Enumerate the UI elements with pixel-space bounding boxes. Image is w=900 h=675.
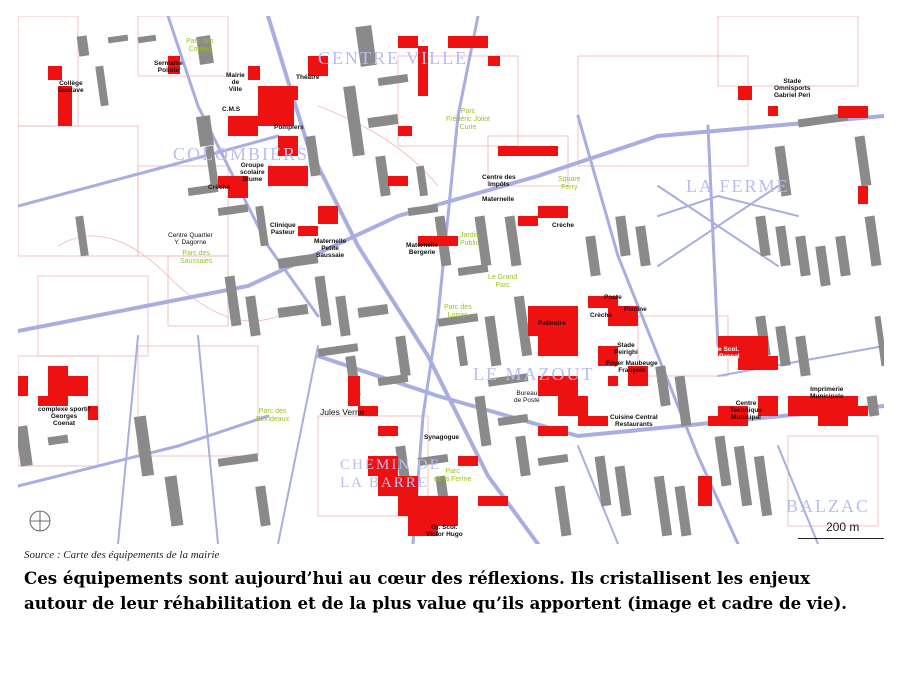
building <box>77 35 90 56</box>
building <box>378 74 409 86</box>
building <box>855 136 872 187</box>
building <box>515 435 530 476</box>
equipment-building <box>448 36 488 48</box>
building <box>675 486 692 537</box>
building <box>635 225 650 266</box>
equipment-building <box>538 206 568 218</box>
equipment-label: Groupe scolaire Blume <box>240 162 265 183</box>
building <box>795 335 810 376</box>
building <box>815 245 830 286</box>
scale-bar <box>798 538 884 539</box>
park-label: Parc des Coteau <box>186 38 214 53</box>
building <box>475 396 492 447</box>
equipment-building <box>488 56 500 66</box>
parcel-outline <box>578 56 748 166</box>
road <box>708 126 718 346</box>
equipment-building <box>68 376 88 396</box>
parcel-outline <box>138 16 228 76</box>
building <box>318 343 359 356</box>
equipment-label: Collège Gustave <box>58 80 84 94</box>
building <box>615 466 632 517</box>
building <box>654 476 672 537</box>
parcel-outline <box>718 16 858 86</box>
building <box>456 336 468 367</box>
equipment-label: Mairie de Ville <box>226 72 245 93</box>
road <box>118 336 138 544</box>
building <box>108 35 129 44</box>
equipment-building <box>228 116 258 136</box>
equipment-label: Synagogue <box>424 434 460 441</box>
building <box>165 475 184 526</box>
building <box>408 204 439 216</box>
equipment-label: Imprimerie Municipale <box>810 386 844 400</box>
equipment-label: Patinoire <box>538 320 566 327</box>
equipment-label: Pompiers <box>274 124 304 131</box>
equipment-building <box>378 426 398 436</box>
equipment-building <box>48 66 62 80</box>
equipment-label: Crèche <box>590 312 613 319</box>
equipment-building <box>18 376 28 396</box>
equipment-building <box>48 366 68 396</box>
equipment-building <box>738 86 752 100</box>
building <box>225 276 242 327</box>
district-balzac: BALZAC <box>786 496 870 516</box>
equipment-building <box>578 416 608 426</box>
equipment-label: Jules Verne <box>320 407 365 417</box>
park-label: Parc Frédéric Joliot Curie <box>446 108 490 131</box>
equipment-building <box>858 186 868 204</box>
equipment-building <box>398 496 438 516</box>
equipment-building <box>228 186 248 198</box>
equipment-building <box>348 376 360 406</box>
building <box>196 115 214 147</box>
building <box>277 304 308 318</box>
equipment-building <box>398 126 412 136</box>
equipment-building <box>558 396 588 416</box>
equipment-building <box>458 456 478 466</box>
building <box>775 225 790 266</box>
equipment-label: complexe sportif Georges Coenat <box>38 406 91 427</box>
equipment-building <box>698 476 712 506</box>
source-note: Source : Carte des équipements de la mairie <box>24 549 220 561</box>
building <box>585 235 600 276</box>
equipment-building <box>268 166 308 186</box>
building <box>357 304 388 318</box>
district-la-ferme: LA FERME <box>686 176 790 196</box>
park-label: Parc des Saussaies <box>180 250 213 265</box>
building <box>485 316 502 367</box>
equipment-label: Sermaise Poliste <box>154 60 183 74</box>
building <box>18 425 33 466</box>
equipment-building <box>518 216 538 226</box>
building <box>734 446 752 507</box>
road <box>278 346 318 544</box>
equipment-building <box>818 416 848 426</box>
equipment-building <box>438 496 458 526</box>
park-label: Parc des Loisirs <box>444 304 472 319</box>
equipment-building <box>538 336 578 356</box>
building <box>795 235 810 276</box>
building <box>134 415 154 476</box>
equipment-label: Maternelle <box>482 196 515 203</box>
building <box>315 276 332 327</box>
equipment-label: Stade Peirighi <box>614 342 638 356</box>
building <box>48 435 69 446</box>
equipment-label: Gr. Scol. Victor Hugo <box>426 524 463 538</box>
equipment-building <box>388 176 408 186</box>
equipment-building <box>498 146 558 156</box>
building <box>865 216 882 267</box>
equipment-label: Crèche <box>552 222 575 229</box>
building <box>245 295 260 336</box>
equipment-label: Centre Quartier Y. Dagorne <box>168 232 213 246</box>
building <box>867 395 880 416</box>
road <box>778 446 818 544</box>
building <box>754 456 772 517</box>
equipment-label: Groupe Scol. Blaise Pascal <box>698 346 740 360</box>
building <box>755 215 770 256</box>
equipment-building <box>768 106 778 116</box>
building <box>835 235 850 276</box>
building <box>255 485 270 526</box>
building <box>875 316 884 366</box>
equipment-building <box>398 36 418 48</box>
equipment-building <box>838 106 868 118</box>
equipment-building <box>298 226 318 236</box>
building <box>416 166 428 197</box>
district-centre-ville: CENTRE VILLE <box>318 48 469 68</box>
building <box>138 35 157 43</box>
caption-text: Ces équipements sont aujourd’hui au cœur des réflexions. Ils cristallisent les enjeux autour de leur réhabilitation et de la plus value qu’ils apportent (image et cadre de vie). <box>24 568 848 613</box>
equipment-building <box>608 376 618 386</box>
building <box>395 335 410 376</box>
equipment-building <box>848 406 868 416</box>
equipment-label: Crèche <box>208 184 231 191</box>
equipment-label: Cuisine Central Restaurants <box>610 414 658 428</box>
equipment-label: Bureau de Poste <box>514 390 540 404</box>
road <box>198 336 218 544</box>
building <box>218 204 249 216</box>
equipment-label: Centre des Impôts <box>482 174 516 188</box>
equipment-label: Clinique Pasteur <box>270 222 296 236</box>
building <box>218 453 259 466</box>
equipment-building <box>478 496 508 506</box>
building <box>335 295 350 336</box>
equipment-label: Poste <box>604 294 622 301</box>
equipment-label: Théâtre <box>296 74 320 81</box>
building <box>595 456 612 507</box>
equipment-building <box>248 66 260 80</box>
building <box>277 253 318 268</box>
park-label: Parc de la Ferme <box>434 468 472 483</box>
equipment-label: C.M.S <box>222 106 241 113</box>
equipment-label: Maternelle Petite Saussaie <box>314 238 347 259</box>
equipment-building <box>538 426 568 436</box>
building <box>715 436 732 487</box>
building <box>343 86 365 157</box>
park-label: Le Grand Parc <box>488 274 518 289</box>
park-label: Jardin Public <box>460 232 480 247</box>
equipment-label: Piscine <box>624 306 647 313</box>
district-chemin-de-la-barre: CHEMIN DE LA BARRE <box>340 457 441 491</box>
equipment-label: Stade Omnisports Gabriel Peri <box>774 78 811 99</box>
building <box>367 114 398 128</box>
equipment-label: Centre Technique Municipal <box>730 400 763 421</box>
scale-label: 200 m <box>826 520 860 534</box>
building <box>95 66 108 107</box>
parcel-outline <box>398 56 518 146</box>
building <box>555 486 572 537</box>
district-le-mazout: LE MAZOUT <box>473 364 595 384</box>
park-label: Parc des Blondeaux <box>256 408 290 423</box>
equipment-building <box>318 206 338 224</box>
equipment-building <box>278 86 298 100</box>
district-colombiers: COLOMBIERS <box>173 144 310 164</box>
equipment-building <box>38 396 68 406</box>
park-label: Square Ferry <box>558 176 581 191</box>
building <box>538 454 569 466</box>
equipment-label: Foyer Maubeuge François <box>606 360 658 374</box>
equipment-map <box>18 16 884 544</box>
equipment-label: Maternelle Bergerie <box>406 242 439 256</box>
equipment-building <box>738 356 778 370</box>
